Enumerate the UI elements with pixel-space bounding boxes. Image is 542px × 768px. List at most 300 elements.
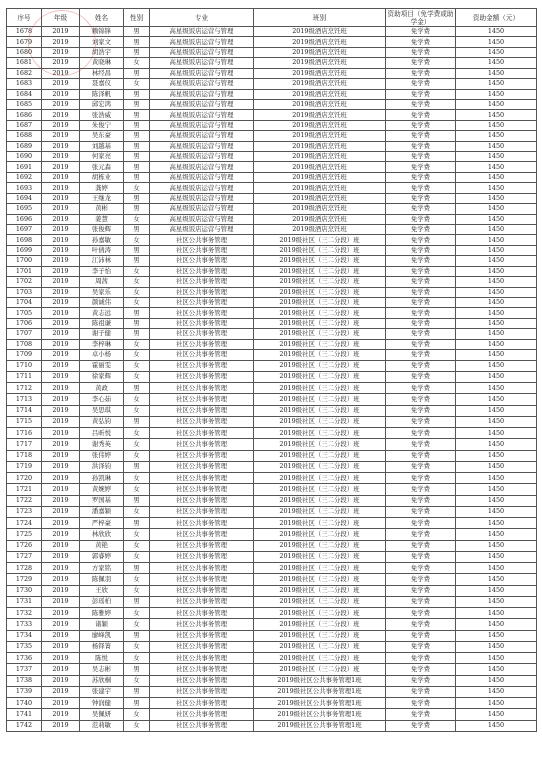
row-class-cell: 2019级社区（三二分段）班 <box>254 350 386 360</box>
row-major-cell: 社区公共事务管理 <box>150 318 254 328</box>
table-row <box>7 256 537 266</box>
table-row <box>7 297 537 307</box>
row-funding-item-cell: 免学费 <box>386 245 456 255</box>
row-grade-cell: 2019 <box>42 416 80 427</box>
table-row <box>7 131 537 141</box>
row-grade-cell: 2019 <box>42 287 80 297</box>
table-row <box>7 698 537 709</box>
row-major-cell: 社区公共事务管理 <box>150 308 254 318</box>
row-funding-item-cell: 免学费 <box>386 27 456 37</box>
row-grade-cell: 2019 <box>42 596 80 607</box>
table-row <box>7 551 537 562</box>
row-major-cell: 社区公共事务管理 <box>150 277 254 287</box>
row-amount-cell: 1450 <box>456 297 537 307</box>
row-funding-item-cell: 免学费 <box>386 58 456 68</box>
row-gender-cell: 男 <box>124 120 150 130</box>
row-gender-cell: 女 <box>124 484 150 495</box>
row-gender-cell: 女 <box>124 266 150 276</box>
row-amount-cell: 1450 <box>456 318 537 328</box>
row-gender-cell: 女 <box>124 608 150 619</box>
row-grade-cell: 2019 <box>42 68 80 78</box>
row-class-cell: 2019级社区（三二分段）班 <box>254 495 386 506</box>
row-amount-cell: 1450 <box>456 709 537 720</box>
row-grade-cell: 2019 <box>42 428 80 439</box>
row-index-cell: 1717 <box>7 439 42 450</box>
row-amount-cell: 1450 <box>456 675 537 686</box>
row-major-cell: 高星级饭店运营与管理 <box>150 79 254 89</box>
row-class-cell: 2019级酒店烹饪班 <box>254 120 386 130</box>
row-gender-cell: 男 <box>124 329 150 339</box>
col-header-gender: 性别 <box>124 9 150 27</box>
row-major-cell: 社区公共事务管理 <box>150 339 254 349</box>
row-class-cell: 2019级社区（三二分段）班 <box>254 287 386 297</box>
row-class-cell: 2019级社区（三二分段）班 <box>254 540 386 551</box>
row-grade-cell: 2019 <box>42 461 80 472</box>
row-major-cell: 社区公共事务管理 <box>150 563 254 574</box>
row-index-cell: 1741 <box>7 709 42 720</box>
row-name-cell: 赖锦锋 <box>80 27 124 37</box>
row-funding-item-cell: 免学费 <box>386 193 456 203</box>
row-index-cell: 1696 <box>7 214 42 224</box>
row-amount-cell: 1450 <box>456 37 537 47</box>
row-grade-cell: 2019 <box>42 131 80 141</box>
table-row <box>7 619 537 630</box>
row-amount-cell: 1450 <box>456 99 537 109</box>
row-major-cell: 社区公共事务管理 <box>150 245 254 255</box>
row-funding-item-cell: 免学费 <box>386 416 456 427</box>
row-index-cell: 1731 <box>7 596 42 607</box>
row-name-cell: 黄志远 <box>80 308 124 318</box>
row-gender-cell: 男 <box>124 89 150 99</box>
row-index-cell: 1697 <box>7 225 42 235</box>
row-class-cell: 2019级社区（三二分段）班 <box>254 619 386 630</box>
row-funding-item-cell: 免学费 <box>386 360 456 371</box>
table-row <box>7 350 537 360</box>
row-class-cell: 2019级社区公共事务管理1班 <box>254 720 386 731</box>
row-index-cell: 1699 <box>7 245 42 255</box>
row-major-cell: 社区公共事务管理 <box>150 473 254 484</box>
row-class-cell: 2019级社区（三二分段）班 <box>254 641 386 652</box>
row-name-cell: 杨铎箐 <box>80 641 124 652</box>
row-gender-cell: 男 <box>124 152 150 162</box>
row-grade-cell: 2019 <box>42 308 80 318</box>
row-grade-cell: 2019 <box>42 245 80 255</box>
row-index-cell: 1698 <box>7 235 42 245</box>
row-amount-cell: 1450 <box>456 172 537 182</box>
col-header-grade: 年级 <box>42 9 80 27</box>
row-name-cell: 张元森 <box>80 162 124 172</box>
row-grade-cell: 2019 <box>42 540 80 551</box>
row-class-cell: 2019级社区（三二分段）班 <box>254 574 386 585</box>
row-class-cell: 2019级社区公共事务管理1班 <box>254 686 386 697</box>
row-grade-cell: 2019 <box>42 204 80 214</box>
row-gender-cell: 男 <box>124 225 150 235</box>
row-amount-cell: 1450 <box>456 360 537 371</box>
row-major-cell: 社区公共事务管理 <box>150 461 254 472</box>
row-index-cell: 1720 <box>7 473 42 484</box>
row-major-cell: 社区公共事务管理 <box>150 266 254 276</box>
table-row <box>7 37 537 47</box>
row-grade-cell: 2019 <box>42 608 80 619</box>
row-grade-cell: 2019 <box>42 225 80 235</box>
row-index-cell: 1729 <box>7 574 42 585</box>
row-index-cell: 1707 <box>7 329 42 339</box>
row-funding-item-cell: 免学费 <box>386 287 456 297</box>
row-major-cell: 社区公共事务管理 <box>150 450 254 461</box>
row-major-cell: 社区公共事务管理 <box>150 585 254 596</box>
row-class-cell: 2019级社区（三二分段）班 <box>254 551 386 562</box>
row-amount-cell: 1450 <box>456 405 537 416</box>
row-grade-cell: 2019 <box>42 214 80 224</box>
row-gender-cell: 男 <box>124 518 150 529</box>
row-major-cell: 高星级饭店运营与管理 <box>150 89 254 99</box>
row-funding-item-cell: 免学费 <box>386 89 456 99</box>
row-amount-cell: 1450 <box>456 720 537 731</box>
row-index-cell: 1695 <box>7 204 42 214</box>
row-gender-cell: 男 <box>124 698 150 709</box>
row-name-cell: 霍丽雯 <box>80 360 124 371</box>
row-amount-cell: 1450 <box>456 371 537 382</box>
row-major-cell: 高星级饭店运营与管理 <box>150 131 254 141</box>
row-amount-cell: 1450 <box>456 484 537 495</box>
row-amount-cell: 1450 <box>456 686 537 697</box>
row-funding-item-cell: 免学费 <box>386 484 456 495</box>
row-funding-item-cell: 免学费 <box>386 47 456 57</box>
row-funding-item-cell: 免学费 <box>386 563 456 574</box>
row-index-cell: 1684 <box>7 89 42 99</box>
row-grade-cell: 2019 <box>42 383 80 394</box>
row-amount-cell: 1450 <box>456 350 537 360</box>
row-amount-cell: 1450 <box>456 308 537 318</box>
table-row <box>7 110 537 120</box>
row-grade-cell: 2019 <box>42 27 80 37</box>
row-class-cell: 2019级酒店烹饪班 <box>254 131 386 141</box>
table-row <box>7 79 537 89</box>
table-row <box>7 339 537 349</box>
row-amount-cell: 1450 <box>456 277 537 287</box>
row-name-cell: 王继龙 <box>80 193 124 203</box>
row-major-cell: 社区公共事务管理 <box>150 698 254 709</box>
row-index-cell: 1736 <box>7 653 42 664</box>
table-row <box>7 383 537 394</box>
row-amount-cell: 1450 <box>456 461 537 472</box>
table-row <box>7 439 537 450</box>
row-class-cell: 2019级酒店烹饪班 <box>254 225 386 235</box>
row-name-cell: 苏欣桐 <box>80 675 124 686</box>
row-funding-item-cell: 免学费 <box>386 308 456 318</box>
table-row <box>7 47 537 57</box>
row-class-cell: 2019级酒店烹饪班 <box>254 204 386 214</box>
table-row <box>7 506 537 517</box>
row-name-cell: 胡栋业 <box>80 172 124 182</box>
row-amount-cell: 1450 <box>456 27 537 37</box>
row-name-cell: 黄婉婷 <box>80 484 124 495</box>
row-class-cell: 2019级酒店烹饪班 <box>254 47 386 57</box>
table-row <box>7 308 537 318</box>
row-amount-cell: 1450 <box>456 450 537 461</box>
row-name-cell: 陈佩羽 <box>80 574 124 585</box>
row-funding-item-cell: 免学费 <box>386 439 456 450</box>
row-class-cell: 2019级社区（三二分段）班 <box>254 596 386 607</box>
row-index-cell: 1716 <box>7 428 42 439</box>
row-amount-cell: 1450 <box>456 563 537 574</box>
row-class-cell: 2019级社区（三二分段）班 <box>254 383 386 394</box>
row-grade-cell: 2019 <box>42 641 80 652</box>
row-class-cell: 2019级酒店烹饪班 <box>254 68 386 78</box>
row-funding-item-cell: 免学费 <box>386 450 456 461</box>
row-class-cell: 2019级社区（三二分段）班 <box>254 256 386 266</box>
table-row <box>7 416 537 427</box>
row-grade-cell: 2019 <box>42 89 80 99</box>
table-row <box>7 245 537 255</box>
table-row <box>7 394 537 405</box>
row-amount-cell: 1450 <box>456 162 537 172</box>
row-class-cell: 2019级酒店烹饪班 <box>254 183 386 193</box>
row-major-cell: 社区公共事务管理 <box>150 619 254 630</box>
row-amount-cell: 1450 <box>456 131 537 141</box>
table-row <box>7 608 537 619</box>
row-name-cell: 黄政 <box>80 383 124 394</box>
row-index-cell: 1701 <box>7 266 42 276</box>
row-funding-item-cell: 免学费 <box>386 110 456 120</box>
row-index-cell: 1715 <box>7 416 42 427</box>
row-major-cell: 社区公共事务管理 <box>150 235 254 245</box>
table-row <box>7 360 537 371</box>
row-major-cell: 社区公共事务管理 <box>150 540 254 551</box>
row-major-cell: 高星级饭店运营与管理 <box>150 141 254 151</box>
col-header-name: 姓名 <box>80 9 124 27</box>
table-row <box>7 585 537 596</box>
row-name-cell: 张俊辉 <box>80 225 124 235</box>
row-class-cell: 2019级社区（三二分段）班 <box>254 473 386 484</box>
row-index-cell: 1709 <box>7 350 42 360</box>
row-gender-cell: 男 <box>124 596 150 607</box>
row-name-cell: 钟润健 <box>80 698 124 709</box>
row-name-cell: 范莉敏 <box>80 720 124 731</box>
row-name-cell: 徐家辉 <box>80 371 124 382</box>
row-grade-cell: 2019 <box>42 162 80 172</box>
table-row <box>7 193 537 203</box>
row-funding-item-cell: 免学费 <box>386 152 456 162</box>
row-grade-cell: 2019 <box>42 450 80 461</box>
row-funding-item-cell: 免学费 <box>386 225 456 235</box>
row-funding-item-cell: 免学费 <box>386 297 456 307</box>
row-grade-cell: 2019 <box>42 720 80 731</box>
row-major-cell: 高星级饭店运营与管理 <box>150 27 254 37</box>
row-class-cell: 2019级社区（三二分段）班 <box>254 416 386 427</box>
row-funding-item-cell: 免学费 <box>386 141 456 151</box>
row-major-cell: 社区公共事务管理 <box>150 405 254 416</box>
row-index-cell: 1694 <box>7 193 42 203</box>
row-major-cell: 高星级饭店运营与管理 <box>150 183 254 193</box>
row-gender-cell: 女 <box>124 529 150 540</box>
row-grade-cell: 2019 <box>42 235 80 245</box>
row-funding-item-cell: 免学费 <box>386 675 456 686</box>
row-index-cell: 1735 <box>7 641 42 652</box>
row-name-cell: 陈祖谦 <box>80 318 124 328</box>
row-gender-cell: 女 <box>124 371 150 382</box>
row-major-cell: 高星级饭店运营与管理 <box>150 214 254 224</box>
row-major-cell: 高星级饭店运营与管理 <box>150 204 254 214</box>
row-grade-cell: 2019 <box>42 256 80 266</box>
row-index-cell: 1719 <box>7 461 42 472</box>
row-index-cell: 1692 <box>7 172 42 182</box>
row-index-cell: 1728 <box>7 563 42 574</box>
row-amount-cell: 1450 <box>456 630 537 641</box>
table-row <box>7 574 537 585</box>
table-row <box>7 540 537 551</box>
row-name-cell: 彭瑶柏 <box>80 596 124 607</box>
row-name-cell: 吴家乐 <box>80 287 124 297</box>
row-gender-cell: 男 <box>124 68 150 78</box>
row-class-cell: 2019级酒店烹饪班 <box>254 141 386 151</box>
row-name-cell: 诸颖 <box>80 619 124 630</box>
row-class-cell: 2019级社区（三二分段）班 <box>254 297 386 307</box>
row-index-cell: 1726 <box>7 540 42 551</box>
row-name-cell: 陈雅婷 <box>80 608 124 619</box>
row-gender-cell: 男 <box>124 110 150 120</box>
row-funding-item-cell: 免学费 <box>386 596 456 607</box>
row-class-cell: 2019级社区（三二分段）班 <box>254 664 386 675</box>
row-gender-cell: 女 <box>124 574 150 585</box>
table-row <box>7 709 537 720</box>
row-index-cell: 1711 <box>7 371 42 382</box>
row-name-cell: 何家亮 <box>80 152 124 162</box>
row-grade-cell: 2019 <box>42 47 80 57</box>
row-funding-item-cell: 免学费 <box>386 394 456 405</box>
row-funding-item-cell: 免学费 <box>386 405 456 416</box>
row-gender-cell: 女 <box>124 641 150 652</box>
row-class-cell: 2019级社区（三二分段）班 <box>254 484 386 495</box>
row-class-cell: 2019级社区（三二分段）班 <box>254 405 386 416</box>
row-major-cell: 社区公共事务管理 <box>150 495 254 506</box>
row-funding-item-cell: 免学费 <box>386 329 456 339</box>
row-gender-cell: 女 <box>124 277 150 287</box>
row-index-cell: 1681 <box>7 58 42 68</box>
row-name-cell: 姜慧 <box>80 214 124 224</box>
row-gender-cell: 女 <box>124 439 150 450</box>
row-index-cell: 1712 <box>7 383 42 394</box>
row-grade-cell: 2019 <box>42 193 80 203</box>
table-row <box>7 473 537 484</box>
row-amount-cell: 1450 <box>456 416 537 427</box>
row-funding-item-cell: 免学费 <box>386 162 456 172</box>
row-major-cell: 高星级饭店运营与管理 <box>150 99 254 109</box>
row-amount-cell: 1450 <box>456 495 537 506</box>
row-class-cell: 2019级酒店烹饪班 <box>254 152 386 162</box>
row-class-cell: 2019级社区（三二分段）班 <box>254 653 386 664</box>
row-amount-cell: 1450 <box>456 204 537 214</box>
row-gender-cell: 女 <box>124 79 150 89</box>
row-index-cell: 1687 <box>7 120 42 130</box>
row-class-cell: 2019级社区（三二分段）班 <box>254 518 386 529</box>
row-gender-cell: 女 <box>124 360 150 371</box>
row-index-cell: 1742 <box>7 720 42 731</box>
row-name-cell: 黄彬 <box>80 204 124 214</box>
row-index-cell: 1706 <box>7 318 42 328</box>
table-row <box>7 172 537 182</box>
row-name-cell: 孙嘉敏 <box>80 235 124 245</box>
table-row <box>7 518 537 529</box>
row-grade-cell: 2019 <box>42 152 80 162</box>
table-row <box>7 630 537 641</box>
row-major-cell: 社区公共事务管理 <box>150 630 254 641</box>
row-major-cell: 高星级饭店运营与管理 <box>150 193 254 203</box>
table-row <box>7 596 537 607</box>
row-grade-cell: 2019 <box>42 585 80 596</box>
row-amount-cell: 1450 <box>456 518 537 529</box>
row-class-cell: 2019级社区（三二分段）班 <box>254 563 386 574</box>
row-gender-cell: 女 <box>124 473 150 484</box>
row-name-cell: 吕昕悦 <box>80 428 124 439</box>
row-grade-cell: 2019 <box>42 120 80 130</box>
row-class-cell: 2019级社区（三二分段）班 <box>254 461 386 472</box>
row-funding-item-cell: 免学费 <box>386 506 456 517</box>
row-funding-item-cell: 免学费 <box>386 574 456 585</box>
row-index-cell: 1689 <box>7 141 42 151</box>
row-name-cell: 黄晓琳 <box>80 58 124 68</box>
row-major-cell: 社区公共事务管理 <box>150 256 254 266</box>
row-name-cell: 刘越基 <box>80 141 124 151</box>
row-major-cell: 社区公共事务管理 <box>150 653 254 664</box>
row-grade-cell: 2019 <box>42 405 80 416</box>
table-row <box>7 183 537 193</box>
row-index-cell: 1704 <box>7 297 42 307</box>
row-funding-item-cell: 免学费 <box>386 461 456 472</box>
row-gender-cell: 男 <box>124 563 150 574</box>
row-funding-item-cell: 免学费 <box>386 266 456 276</box>
row-funding-item-cell: 免学费 <box>386 619 456 630</box>
table-row <box>7 68 537 78</box>
row-grade-cell: 2019 <box>42 675 80 686</box>
table-row <box>7 686 537 697</box>
row-name-cell: 叶倩涛 <box>80 245 124 255</box>
row-major-cell: 社区公共事务管理 <box>150 329 254 339</box>
funding-list-sheet <box>6 8 536 732</box>
row-name-cell: 颜诚伟 <box>80 297 124 307</box>
row-gender-cell: 男 <box>124 141 150 151</box>
row-amount-cell: 1450 <box>456 183 537 193</box>
row-major-cell: 社区公共事务管理 <box>150 709 254 720</box>
row-name-cell: 李子怡 <box>80 266 124 276</box>
row-gender-cell: 男 <box>124 47 150 57</box>
row-funding-item-cell: 免学费 <box>386 350 456 360</box>
row-funding-item-cell: 免学费 <box>386 641 456 652</box>
row-amount-cell: 1450 <box>456 428 537 439</box>
row-major-cell: 高星级饭店运营与管理 <box>150 172 254 182</box>
col-header-index: 序号 <box>7 9 42 27</box>
row-index-cell: 1727 <box>7 551 42 562</box>
row-grade-cell: 2019 <box>42 172 80 182</box>
row-name-cell: 张伟婷 <box>80 450 124 461</box>
row-gender-cell: 女 <box>124 58 150 68</box>
row-index-cell: 1705 <box>7 308 42 318</box>
row-grade-cell: 2019 <box>42 394 80 405</box>
row-index-cell: 1732 <box>7 608 42 619</box>
row-amount-cell: 1450 <box>456 664 537 675</box>
row-index-cell: 1718 <box>7 450 42 461</box>
row-class-cell: 2019级酒店烹饪班 <box>254 58 386 68</box>
row-name-cell: 廖峰凯 <box>80 630 124 641</box>
row-grade-cell: 2019 <box>42 574 80 585</box>
row-class-cell: 2019级社区（三二分段）班 <box>254 266 386 276</box>
row-class-cell: 2019级社区公共事务管理1班 <box>254 709 386 720</box>
row-major-cell: 社区公共事务管理 <box>150 720 254 731</box>
row-funding-item-cell: 免学费 <box>386 664 456 675</box>
row-funding-item-cell: 免学费 <box>386 183 456 193</box>
row-class-cell: 2019级社区（三二分段）班 <box>254 506 386 517</box>
row-grade-cell: 2019 <box>42 266 80 276</box>
